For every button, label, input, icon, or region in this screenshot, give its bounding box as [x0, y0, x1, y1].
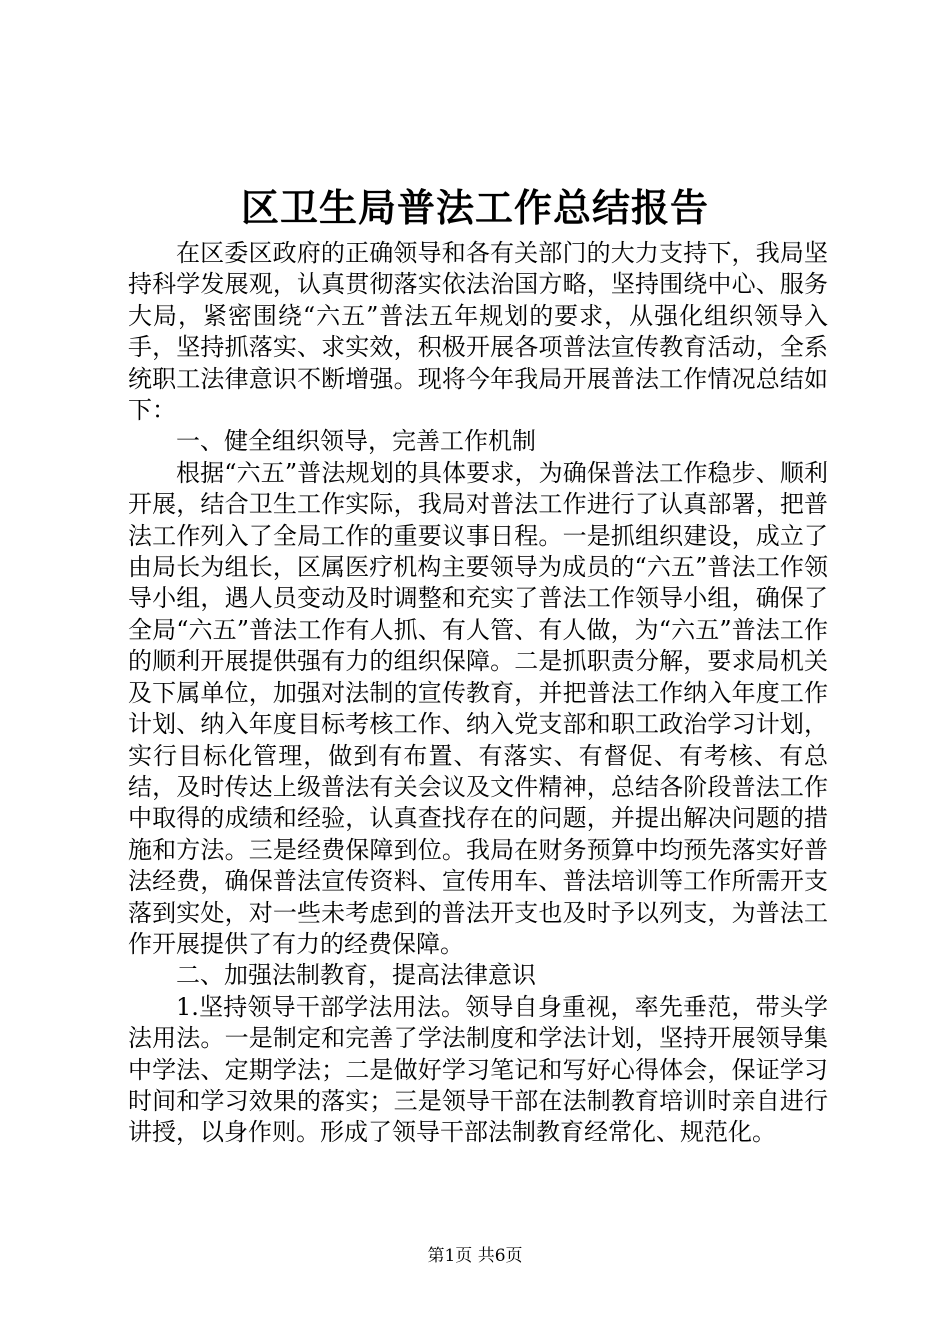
section-heading-2: 二、加强法制教育，提高法律意识 — [176, 961, 536, 990]
section-2-paragraph: 1.坚持领导干部学法用法。领导自身重视，率先垂范，带头学法用法。一是制定和完善了学法制度和学法计划，坚持开展领导集中学法、定期学法；二是做好学习笔记和写好心得体会，保证学习时间和学习效果的落实；三是领导干部在法制教育培训时亲自进行讲授，以身作则。形成了领导干部法制教育经常化、规范化。 — [128, 992, 828, 1147]
section-heading-1: 一、健全组织领导，完善工作机制 — [176, 427, 536, 456]
page-number-footer: 第1页 共6页 — [427, 1246, 523, 1266]
document-body — [128, 238, 828, 1149]
document-title: 区卫生局普法工作总结报告 — [240, 185, 709, 230]
section-1-paragraph: 根据“六五”普法规划的具体要求，为确保普法工作稳步、顺利开展，结合卫生工作实际，我局对普法工作进行了认真部署，把普法工作列入了全局工作的重要议事日程。一是抓组织建设，成立了由局长为组长，区属医疗机构主要领导为成员的“六五”普法工作领导小组，遇人员变动及时调整和充实了普法工作领导小组，确保了全局“六五”普法工作有人抓、有人管、有人做，为“六五”普法工作的顺利开展提供强有力的组织保障。二是抓职责分解，要求局机关及下属单位，加强对法制的宣传教育，并把普法工作纳入年度工作计划、纳入年度目标考核工作、纳入党支部和职工政治学习计划，实行目标化管理，做到有布置、有落实、有督促、有考核、有总结，及时传达上级普法有关会议及文件精神，总结各阶段普法工作中取得的成绩和经验，认真查找存在的问题，并提出解决问题的措施和方法。三是经费保障到位。我局在财务预算中均预先落实好普法经费，确保普法宣传资料、宣传用车、普法培训等工作所需开支落到实处，对一些未考虑到的普法开支也及时予以列支，为普法工作开展提供了有力的经费保障。 — [128, 458, 828, 958]
intro-paragraph: 在区委区政府的正确领导和各有关部门的大力支持下，我局坚持科学发展观，认真贯彻落实依法治国方略，坚持围绕中心、服务大局，紧密围绕“六五”普法五年规划的要求，从强化组织领导入手，坚持抓落实、求实效，积极开展各项普法宣传教育活动，全系统职工法律意识不断增强。现将今年我局开展普法工作情况总结如下： — [128, 239, 828, 425]
